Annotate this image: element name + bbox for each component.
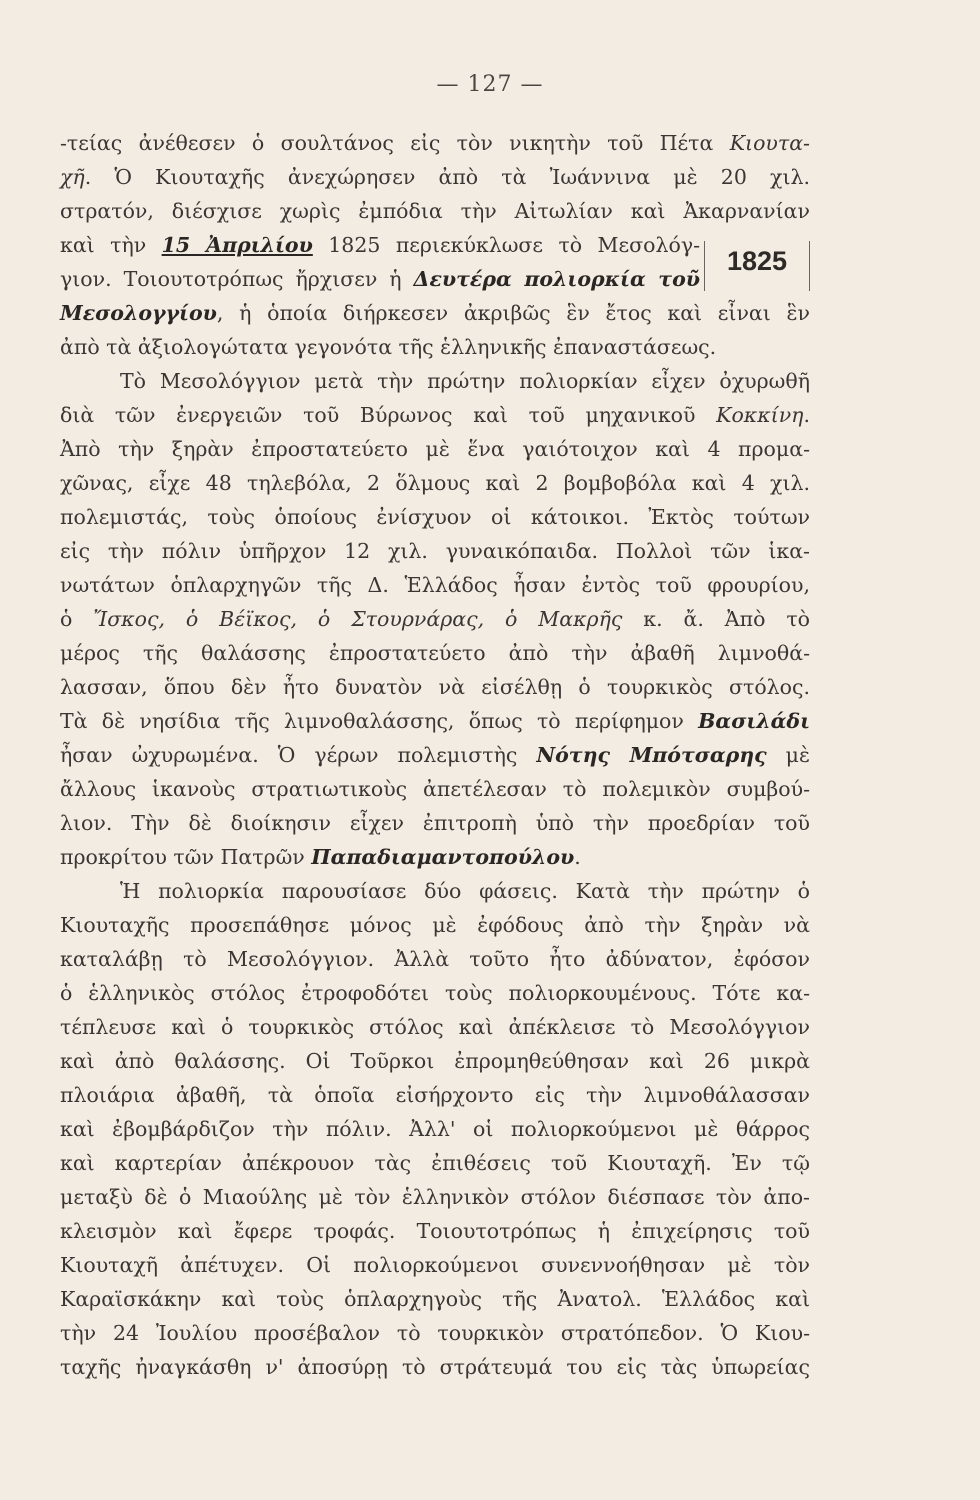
text-line: μέρος τῆς θαλάσσης ἐπροστατεύετο ἀπὸ τὴν ἀβαθῆ λιμνοθά- [60,641,810,665]
text-line: Καραϊσκάκην καὶ τοὺς ὁπλαρχηγοὺς τῆς Ἀνατολ. Ἑλλάδος καὶ [60,1287,810,1311]
text-line: τέπλευσε καὶ ὁ τουρκικὸς στόλος καὶ ἀπέκλεισε τὸ Μεσολόγγιον [60,1015,810,1039]
text-line: καταλάβῃ τὸ Μεσολόγγιον. Ἀλλὰ τοῦτο ἦτο ἀδύνατον, ἐφόσον [60,947,810,971]
margin-year-note [704,241,810,291]
text-line: χῆ. Ὁ Κιουταχῆς ἀνεχώρησεν ἀπὸ τὰ Ἰωάννινα μὲ 20 χιλ. [60,165,810,189]
text-line: χῶνας, εἶχε 48 τηλεβόλα, 2 ὅλμους καὶ 2 βομβοβόλα καὶ 4 χιλ. [60,471,810,495]
text-line: ἀπὸ τὰ ἀξιολογώτατα γεγονότα τῆς ἑλληνικῆς ἐπαναστάσεως. [60,335,717,359]
text-line: Κιουταχῆς προσεπάθησε μόνος μὲ ἐφόδους ἀπὸ τὴν ξηρὰν νὰ [60,913,810,937]
text-line: καὶ ἐβομβάρδιζον τὴν πόλιν. Ἀλλ' οἱ πολιορκούμενοι μὲ θάρρος [60,1117,810,1141]
text-line: καὶ τὴν 15 Ἀπριλίου 1825 περιεκύκλωσε τὸ Μεσολόγ- [60,233,701,257]
text-line: -τείας ἀνέθεσεν ὁ σουλτάνος εἰς τὸν νικητὴν τοῦ Πέτα Κιουτα- [60,131,810,155]
text-line: λασσαν, ὅπου δὲν ἦτο δυνατὸν νὰ εἰσέλθῃ ὁ τουρκικὸς στόλος. [60,675,810,699]
text-line: γιον. Τοιουτοτρόπως ἤρχισεν ἡ Δευτέρα πολιορκία τοῦ [60,267,700,291]
text-line: πλοιάρια ἀβαθῆ, τὰ ὁποῖα εἰσήρχοντο εἰς τὴν λιμνοθάλασσαν [60,1083,810,1107]
page-number: — 127 — [436,72,544,97]
text-line: Τὸ Μεσολόγγιον μετὰ τὴν πρώτην πολιορκίαν εἶχεν ὀχυρωθῆ [120,369,810,393]
text-line: προκρίτου τῶν Πατρῶν Παπαδιαμαντοπούλου. [60,845,581,869]
text-line: καὶ ἀπὸ θαλάσσης. Οἱ Τοῦρκοι ἐπρομηθεύθησαν καὶ 26 μικρὰ [60,1049,810,1073]
text-line: κλεισμὸν καὶ ἔφερε τροφάς. Τοιουτοτρόπως ἡ ἐπιχείρησις τοῦ [60,1219,810,1243]
text-line: Τὰ δὲ νησίδια τῆς λιμνοθαλάσσης, ὅπως τὸ περίφημον Βασιλάδι [60,709,810,733]
text-line: ἄλλους ἱκανοὺς στρατιωτικοὺς ἀπετέλεσαν τὸ πολεμικὸν συμβού- [60,777,810,801]
text-line: Κιουταχῆ ἀπέτυχεν. Οἱ πολιορκούμενοι συνεννοήθησαν μὲ τὸν [60,1253,810,1277]
text-line: ὁ ἑλληνικὸς στόλος ἐτροφοδότει τοὺς πολιορκουμένους. Τότε κα- [60,981,810,1005]
text-line: στρατόν, διέσχισε χωρὶς ἐμπόδια τὴν Αἰτωλίαν καὶ Ἀκαρνανίαν [60,199,810,223]
bold-heading-phrase: Δευτέρα πολιορκία τοῦ [413,267,700,291]
text-line: τὴν 24 Ἰουλίου προσέβαλον τὸ τουρκικὸν στρατόπεδον. Ὁ Κιου- [60,1321,810,1345]
text-line: Ἡ πολιορκία παρουσίασε δύο φάσεις. Κατὰ τὴν πρώτην ὁ [120,879,810,903]
text-line: διὰ τῶν ἐνεργειῶν τοῦ Βύρωνος καὶ τοῦ μηχανικοῦ Κοκκίνη. [60,403,810,427]
text-line: πολεμιστάς, τοὺς ὁποίους ἐνίσχυον οἱ κάτοικοι. Ἐκτὸς τούτων [60,505,810,529]
text-line: εἰς τὴν πόλιν ὑπῆρχον 12 χιλ. γυναικόπαιδα. Πολλοὶ τῶν ἱκα- [60,539,810,563]
text-line: ἦσαν ὠχυρωμένα. Ὁ γέρων πολεμιστὴς Νότης Μπότσαρης μὲ [60,743,810,767]
date-highlight: 15 Ἀπριλίου [161,233,313,257]
text-line: ὁ Ἴσκος, ὁ Βέϊκος, ὁ Στουρνάρας, ὁ Μακρῆς κ. ἄ. Ἀπὸ τὸ [60,607,811,631]
text-line: ταχῆς ἠναγκάσθη ν' ἀποσύρῃ τὸ στράτευμά του εἰς τὰς ὑπωρείας [60,1355,810,1379]
text-line: καὶ καρτερίαν ἀπέκρουον τὰς ἐπιθέσεις τοῦ Κιουταχῆ. Ἐν τῷ [60,1151,810,1175]
text-line: Ἀπὸ τὴν ξηρὰν ἐπροστατεύετο μὲ ἕνα γαιότοιχον καὶ 4 προμα- [60,437,810,461]
text-line: λιον. Τὴν δὲ διοίκησιν εἶχεν ἐπιτροπὴ ὑπὸ τὴν προεδρίαν τοῦ [60,811,810,835]
text-line: Μεσολογγίου, ἡ ὁποία διήρκεσεν ἀκριβῶς ἓν ἔτος καὶ εἶναι ἓν [60,301,810,325]
text-line: μεταξὺ δὲ ὁ Μιαούλης μὲ τὸν ἑλληνικὸν στόλον διέσπασε τὸν ἀπο- [60,1185,810,1209]
text-line: νωτάτων ὁπλαρχηγῶν τῆς Δ. Ἑλλάδος ἦσαν ἐντὸς τοῦ φρουρίου, [60,573,810,597]
margin-year-label: 1825 [726,246,788,276]
